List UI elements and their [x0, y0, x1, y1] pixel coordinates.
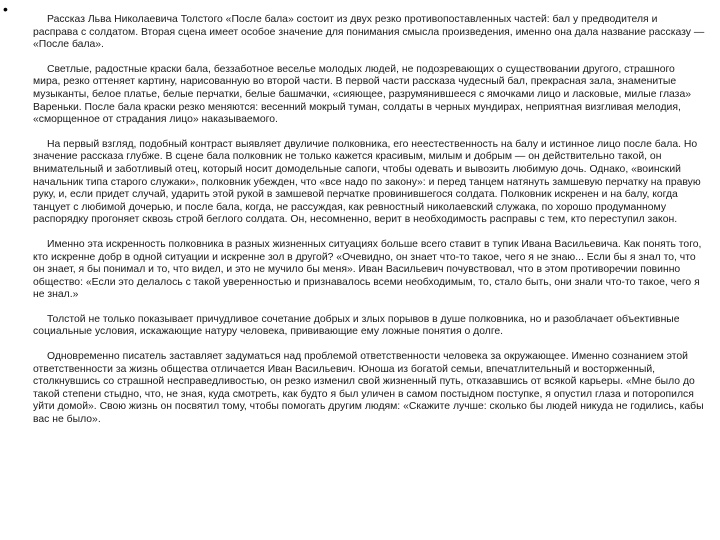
paragraph-3: На первый взгляд, подобный контраст выявляет двуличие полковника, его неестественность на балу и истинное лицо после бала. Но значение рассказа глубже. В сцене бала полковник не только кажется красивым, милым и добрым — он действительно такой, он внимательный и заботливый отец, который носит домодельные сапоги, чтобы одевать и вывозить любимую дочь. Однако, «воинский начальник типа старого служаки», полковник убежден, что «все надо по закону»: и перед танцем натянуть замшевую перчатку на правую руку, и, если придет случай, ударить этой рукой в замшевой перчатке провинившегося солдата. Полковник искренен и на балу, когда танцует с любимой дочерью, и после бала, когда, не рассуждая, как ревностный николаевский служака, по хорошо продуманному распорядку прогоняет сквозь строй беглого солдата. Он, несомненно, верит в необходимость расправы с тем, кто переступил закон. [33, 138, 701, 226]
bullet-marker: • [3, 1, 8, 17]
paragraph-1: Рассказ Льва Николаевича Толстого «После бала» состоит из двух резко противопоставленных частей: бал у предводителя и расправа с солдатом. Вторая сцена имеет особое значение для понимания смысла произведения, именно она дала название рассказу — «После бала». [33, 14, 705, 51]
paragraph-5: Толстой не только показывает причудливое сочетание добрых и злых порывов в душе полковника, но и разоблачает объективные социальные условия, искажающие натуру человека, прививающие ему ложные понятия о долге. [33, 313, 680, 338]
essay-text [33, 14, 705, 439]
paragraph-4: Именно эта искренность полковника в разных жизненных ситуациях больше всего ставит в тупик Ивана Васильевича. Как понять того, кто искренне добр в одной ситуации и искренне зол в другой? «Очевидно, он знает что-то такое, чего я не знаю... Если бы я знал то, что он знает, я бы понимал и то, что видел, и это не мучило бы меня». Иван Васильевич почувствовал, что в этом противоречии повинно общество: «Если это делалось с такой уверенностью и признавалось всеми необходимым, то, стало быть, они знали что-то такое, чего я не знал.» [33, 238, 702, 301]
paragraph-6: Одновременно писатель заставляет задуматься над проблемой ответственности человека за окружающее. Именно сознанием этой ответственности за жизнь общества отличается Иван Васильевич. Юноша из богатой семьи, впечатлительный и восторженный, столкнувшись со страшной несправедливостью, он резко изменил свой жизненный путь, отказавшись от всякой карьеры. «Мне было до такой степени стыдно, что, не зная, куда смотреть, как будто я был уличен в самом постыдном поступке, я опустил глаза и поторопился уйти домой». Свою жизнь он посвятил тому, чтобы помогать другим людям: «Скажите лучше: сколько бы людей никуда не годились, кабы вас не было». [33, 351, 704, 426]
paragraph-2: Светлые, радостные краски бала, беззаботное веселье молодых людей, не подозревающих о существовании другого, страшного мира, резко оттеняет картину, нарисованную во второй части. В первой части рассказа чудесный бал, прекрасная зала, знаменитые музыканты, белое платье, белые перчатки, белые башмачки, «сияющее, разрумянившееся с ямочками лицо и ласковые, милые глаза» Вареньки. После бала краски резко меняются: весенний мокрый туман, солдаты в черных мундирах, неприятная визгливая мелодия, «сморщенное от страдания лицо» наказываемого. [33, 63, 692, 126]
